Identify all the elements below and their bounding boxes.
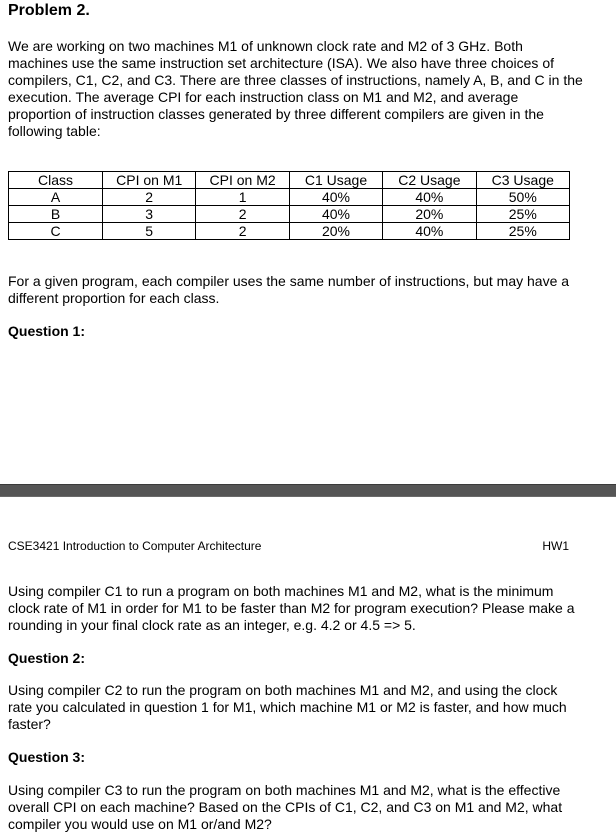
question-2-text: Using compiler C2 to run the program on both machines M1 and M2, and using the clock rate you calculated in question 1 for M1, which machine M1 or M2 is faster, and how much faster? xyxy=(8,682,567,732)
table-header-cell: Class xyxy=(9,172,103,189)
table-row xyxy=(9,206,570,223)
table-cell: 20% xyxy=(383,206,476,223)
table-cell: 40% xyxy=(383,223,476,240)
problem-title: Problem 2. xyxy=(8,2,90,19)
table-header-cell: C3 Usage xyxy=(476,172,569,189)
page-separator xyxy=(0,484,616,497)
table-cell: A xyxy=(9,189,103,206)
table-cell: 40% xyxy=(289,189,382,206)
course-header: CSE3421 Introduction to Computer Architecture xyxy=(8,539,262,553)
table-cell: 25% xyxy=(476,223,569,240)
question-1-text: Using compiler C1 to run a program on both machines M1 and M2, what is the minimum clock rate of M1 in order for M1 to be faster than M2 for program execution? Please make a rounding in your final clock rate as an integer, e.g. 4.2 or 4.5 => 5. xyxy=(8,583,575,633)
table-row xyxy=(9,189,570,206)
table-header-cell: C1 Usage xyxy=(289,172,382,189)
table-cell: 50% xyxy=(476,189,569,206)
table-cell: C xyxy=(9,223,103,240)
table-cell: 2 xyxy=(103,189,196,206)
table-cell: 20% xyxy=(289,223,382,240)
question-3-heading: Question 3: xyxy=(8,749,86,765)
table-header-cell: CPI on M2 xyxy=(196,172,289,189)
table-header-row xyxy=(9,172,570,189)
table-cell: 5 xyxy=(103,223,196,240)
table-cell: 2 xyxy=(196,223,289,240)
cpi-usage-table xyxy=(8,171,570,240)
table-cell: 25% xyxy=(476,206,569,223)
note-paragraph: For a given program, each compiler uses the same number of instructions, but may have a different proportion for each class. xyxy=(8,273,570,306)
document-page-2 xyxy=(0,497,616,835)
table-cell: B xyxy=(9,206,103,223)
table-cell: 3 xyxy=(103,206,196,223)
question-2-heading: Question 2: xyxy=(8,650,86,666)
question-1-heading: Question 1: xyxy=(8,323,86,339)
table-row xyxy=(9,223,570,240)
table-cell: 40% xyxy=(289,206,382,223)
table-cell: 2 xyxy=(196,206,289,223)
table-header-cell: CPI on M1 xyxy=(103,172,196,189)
question-3-text: Using compiler C3 to run the program on both machines M1 and M2, what is the effective overall CPI on each machine? Based on the CPIs of C1, C2, and C3 on M1 and M2, what compiler you would use on M1 or/and M2? xyxy=(8,782,563,832)
table-cell: 40% xyxy=(383,189,476,206)
table-header-cell: C2 Usage xyxy=(383,172,476,189)
intro-paragraph: We are working on two machines M1 of unknown clock rate and M2 of 3 GHz. Both machines use the same instruction set architecture (ISA). We also have three choices of compilers, C1, C2, and C3. There are three classes of instructions, namely A, B, and C in the execution. The average CPI for each instruction class on M1 and M2, and average proportion of instruction classes generated by three different compilers are given in the following table: xyxy=(8,38,583,139)
homework-label: HW1 xyxy=(542,539,569,553)
table-cell: 1 xyxy=(196,189,289,206)
